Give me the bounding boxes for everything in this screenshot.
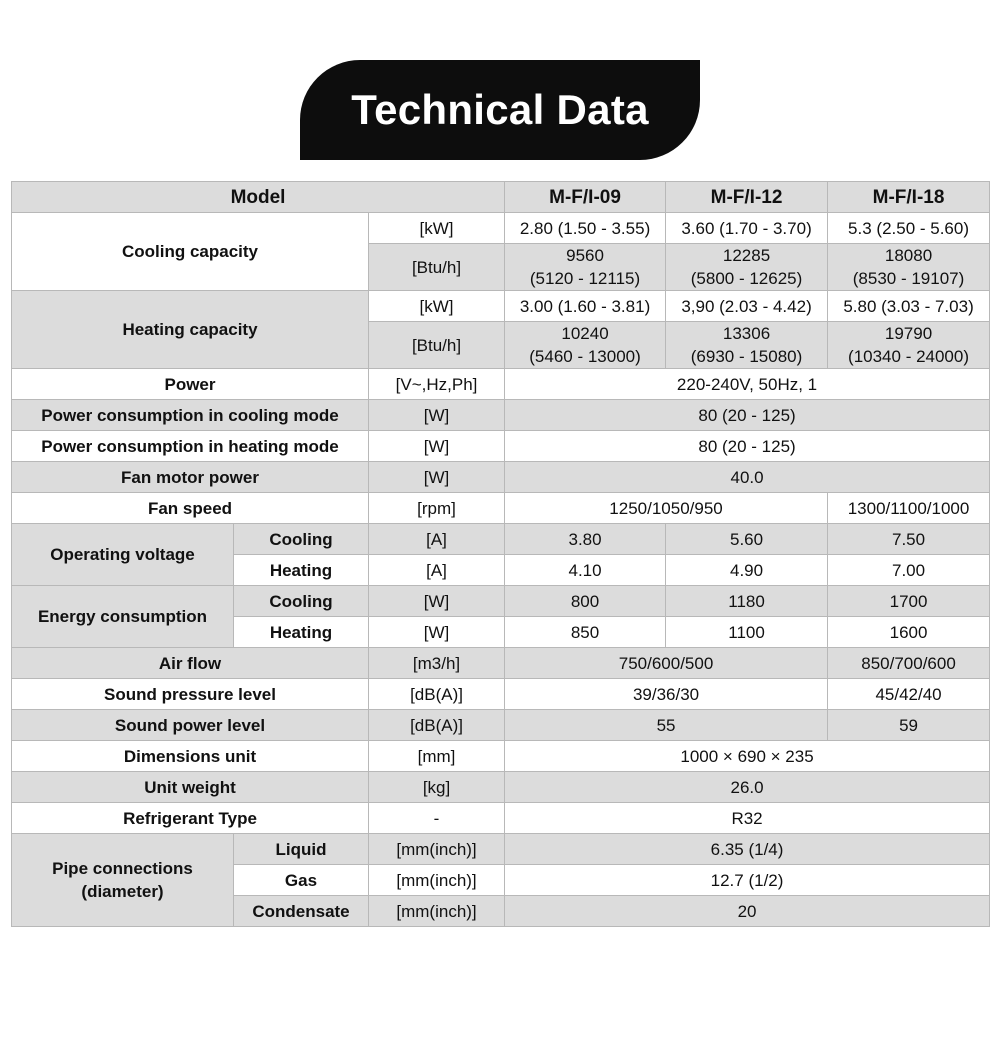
value-cell: 80 (20 - 125) [505,400,990,431]
table-row [12,586,990,617]
unit-cell: [m3/h] [369,648,505,679]
weight-label: Unit weight [12,772,369,803]
unit-cell: [W] [369,586,505,617]
table-row [12,648,990,679]
sub-label: Heating [234,617,369,648]
table-row [12,462,990,493]
table-row [12,493,990,524]
sub-label: Condensate [234,896,369,927]
pipe-label-line2: (diameter) [81,882,164,901]
value-cell: 850/700/600 [828,648,990,679]
unit-cell: [kW] [369,213,505,244]
value-main: 13306 [722,324,771,343]
unit-cell: [A] [369,524,505,555]
value-range: (5120 - 12115) [529,269,641,288]
value-cell: 39/36/30 [505,679,828,710]
sound-pressure-label: Sound pressure level [12,679,369,710]
power-cooling-label: Power consumption in cooling mode [12,400,369,431]
operating-voltage-label: Operating voltage [12,524,234,586]
value-range: (5460 - 13000) [529,347,641,366]
value-cell: 7.50 [828,524,990,555]
table-row [12,772,990,803]
unit-cell: [rpm] [369,493,505,524]
value-cell: 3.80 [505,524,666,555]
unit-cell: [W] [369,400,505,431]
value-cell [666,322,828,369]
fan-motor-label: Fan motor power [12,462,369,493]
value-cell [828,322,990,369]
value-cell: 1250/1050/950 [505,493,828,524]
table-row [12,291,990,322]
unit-cell: [W] [369,431,505,462]
value-cell [666,244,828,291]
value-range: (8530 - 19107) [852,269,965,288]
value-cell: 20 [505,896,990,927]
sound-power-label: Sound power level [12,710,369,741]
energy-consumption-label: Energy consumption [12,586,234,648]
unit-cell: [W] [369,462,505,493]
sub-label: Liquid [234,834,369,865]
value-cell [828,244,990,291]
value-cell: 1700 [828,586,990,617]
value-cell: 5.60 [666,524,828,555]
value-main: 9560 [566,246,604,265]
value-cell: 220-240V, 50Hz, 1 [505,369,990,400]
table-row [12,369,990,400]
cooling-capacity-label: Cooling capacity [12,213,369,291]
model-12-header: M-F/I-12 [666,182,828,213]
value-cell: 1000 × 690 × 235 [505,741,990,772]
value-cell: 850 [505,617,666,648]
air-flow-label: Air flow [12,648,369,679]
value-cell: 1600 [828,617,990,648]
unit-cell: [dB(A)] [369,679,505,710]
unit-cell: [A] [369,555,505,586]
sub-label: Heating [234,555,369,586]
unit-cell: [W] [369,617,505,648]
sub-label: Gas [234,865,369,896]
value-main: 18080 [884,246,933,265]
value-cell: 40.0 [505,462,990,493]
heating-capacity-label: Heating capacity [12,291,369,369]
table-row [12,803,990,834]
unit-cell: [mm(inch)] [369,896,505,927]
table-header-row [12,182,990,213]
unit-cell: [mm(inch)] [369,865,505,896]
value-range: (6930 - 15080) [690,347,803,366]
page-title: Technical Data [300,60,700,160]
value-cell: 5.80 (3.03 - 7.03) [828,291,990,322]
value-cell: 4.90 [666,555,828,586]
sub-label: Cooling [234,524,369,555]
unit-cell: [mm] [369,741,505,772]
model-header: Model [12,182,505,213]
refrigerant-label: Refrigerant Type [12,803,369,834]
fan-speed-label: Fan speed [12,493,369,524]
unit-cell: [mm(inch)] [369,834,505,865]
sub-label: Cooling [234,586,369,617]
table-row [12,400,990,431]
value-cell [505,244,666,291]
model-18-header: M-F/I-18 [828,182,990,213]
table-row [12,213,990,244]
value-cell: 7.00 [828,555,990,586]
value-cell: 26.0 [505,772,990,803]
unit-cell: [kW] [369,291,505,322]
table-row [12,741,990,772]
value-cell: 3.00 (1.60 - 3.81) [505,291,666,322]
value-main: 19790 [884,324,933,343]
value-cell: 45/42/40 [828,679,990,710]
technical-data-table [11,181,990,927]
value-cell: 1100 [666,617,828,648]
value-cell: 800 [505,586,666,617]
table-row [12,710,990,741]
value-cell: 3,90 (2.03 - 4.42) [666,291,828,322]
unit-cell: [Btu/h] [369,244,505,291]
value-cell: 55 [505,710,828,741]
unit-cell: [V~,Hz,Ph] [369,369,505,400]
unit-cell: [Btu/h] [369,322,505,369]
table-row [12,524,990,555]
value-cell: 750/600/500 [505,648,828,679]
dimensions-label: Dimensions unit [12,741,369,772]
power-heating-label: Power consumption in heating mode [12,431,369,462]
pipe-label-line1: Pipe connections [52,859,193,878]
value-range: (10340 - 24000) [848,347,970,366]
value-cell: 59 [828,710,990,741]
model-09-header: M-F/I-09 [505,182,666,213]
value-cell: 6.35 (1/4) [505,834,990,865]
table-row [12,834,990,865]
value-main: 10240 [561,324,609,343]
value-range: (5800 - 12625) [690,269,803,288]
value-cell: 3.60 (1.70 - 3.70) [666,213,828,244]
value-cell: 2.80 (1.50 - 3.55) [505,213,666,244]
value-cell [505,322,666,369]
unit-cell: [kg] [369,772,505,803]
unit-cell: [dB(A)] [369,710,505,741]
value-cell: 4.10 [505,555,666,586]
value-cell: R32 [505,803,990,834]
pipe-connections-label [12,834,234,927]
power-label: Power [12,369,369,400]
value-cell: 80 (20 - 125) [505,431,990,462]
value-main: 12285 [722,246,771,265]
unit-cell: - [369,803,505,834]
table-row [12,431,990,462]
table-row [12,679,990,710]
value-cell: 1300/1100/1000 [828,493,990,524]
value-cell: 12.7 (1/2) [505,865,990,896]
value-cell: 5.3 (2.50 - 5.60) [828,213,990,244]
value-cell: 1180 [666,586,828,617]
